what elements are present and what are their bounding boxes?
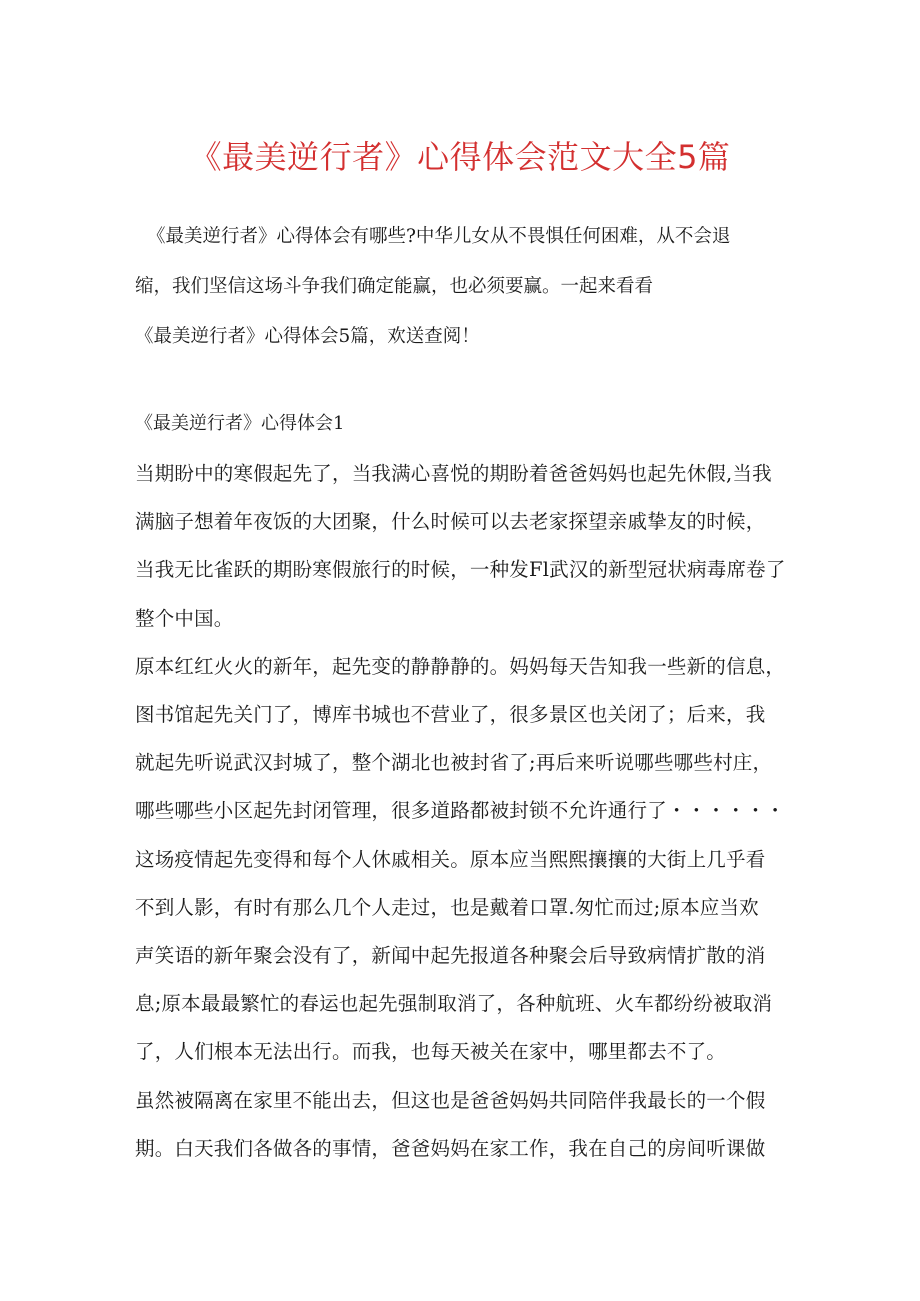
- body-line: 当我无比雀跃的期盼寒假旅行的时候，一种发Fl武汉的新型冠状病毒席卷了: [135, 558, 786, 582]
- body-line: 虽然被隔离在家里不能出去，但这也是爸爸妈妈共同陪伴我最长的一个假: [135, 1088, 766, 1112]
- body-line: 声笑语的新年聚会没有了，新闻中起先报道各种聚会后导致病情扩散的消: [135, 944, 766, 968]
- intro-line: 《最美逆行者》心得体会有哪些?中华儿女从不畏惧任何困难，从不会退: [147, 226, 731, 247]
- intro-paragraph: [135, 212, 795, 362]
- body-line: 整个中国。: [135, 606, 234, 630]
- body-line: 图书馆起先关门了，博库书城也不营业了，很多景区也关闭了；后来，我: [135, 703, 766, 727]
- intro-line: 缩，我们坚信这场斗争我们确定能赢，也必须要赢。一起来看看: [135, 276, 654, 297]
- body-paragraphs: [135, 450, 795, 1173]
- body-line: 期。白天我们各做各的事情，爸爸妈妈在家工作，我在自己的房间听课做: [135, 1136, 766, 1160]
- body-line: 当期盼中的寒假起先了，当我满心喜悦的期盼着爸爸妈妈也起先休假,当我: [135, 462, 772, 485]
- body-line: 了，人们根本无法出行。而我，也每天被关在家中，哪里都去不了。: [135, 1040, 727, 1064]
- body-line: 哪些哪些小区起先封闭管理，很多道路都被封锁不允许通行了・・・・・・: [135, 799, 786, 823]
- body-line: 满脑子想着年夜饭的大团聚，什么时候可以去老家探望亲戚挚友的时候，: [135, 510, 766, 534]
- body-line: 就起先听说武汉封城了，整个湖北也被封省了;再后来听说哪些哪些村庄，: [135, 751, 773, 775]
- intro-line: 《最美逆行者》心得体会5篇，欢送查阅！: [135, 326, 480, 347]
- body-line: 息;原本最最繁忙的春运也起先强制取消了，各种航班、火车都纷纷被取消: [135, 992, 773, 1016]
- body-line: 不到人影，有时有那么几个人走过，也是戴着口罩.匆忙而过;原本应当欢: [135, 895, 759, 919]
- document-title: 《最美逆行者》心得体会范文大全5篇: [189, 138, 731, 176]
- body-line: 原本红红火火的新年，起先变的静静静的。妈妈每天告知我一些新的信息，: [135, 654, 786, 678]
- section-heading: 《最美逆行者》心得体会1: [135, 413, 345, 434]
- body-line: 这场疫情起先变得和每个人休戚相关。原本应当熙熙攘攘的大街上几乎看: [135, 847, 766, 871]
